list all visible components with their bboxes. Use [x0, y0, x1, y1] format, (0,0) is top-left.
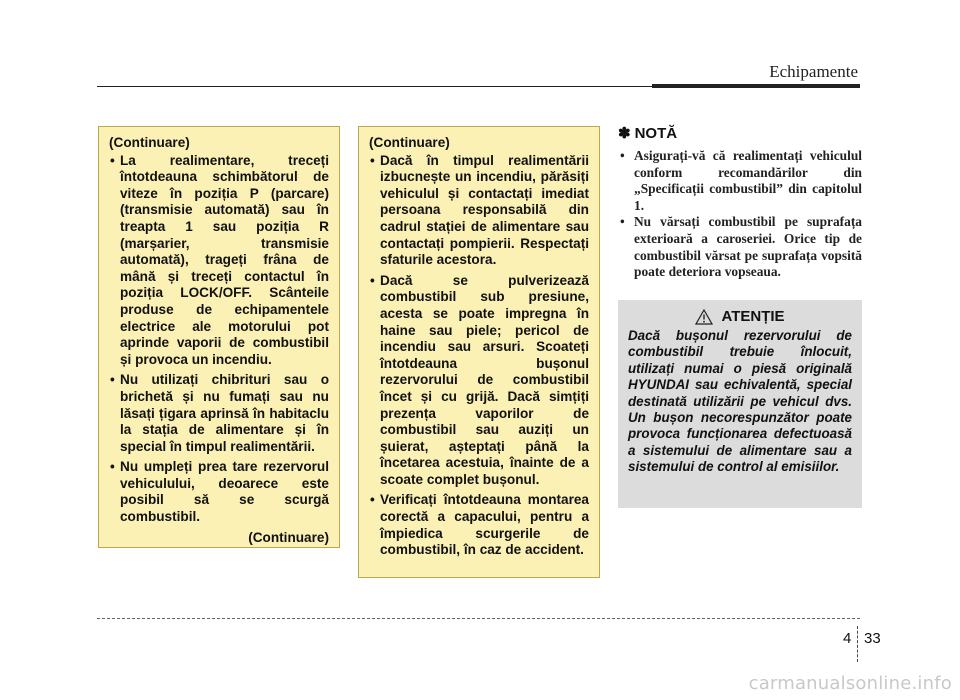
bullet: •: [110, 372, 115, 388]
list-item: • Verificați întotdeauna montarea corectă a capacului, pentru a împiedica scurgerile de combustibil, în caz de accident.: [370, 492, 589, 558]
note-heading: [618, 124, 862, 142]
star-icon: ✽: [618, 125, 631, 142]
warning-heading: [628, 308, 852, 325]
warning-title: ATENȚIE: [721, 308, 785, 325]
header-bar: [652, 84, 860, 88]
page-separator: [857, 626, 858, 662]
panel-continued-label: (Continuare): [369, 135, 450, 150]
warning-triangle-icon: [695, 309, 713, 325]
footer-rule: [97, 618, 860, 619]
continued-panel-left: [98, 126, 340, 548]
bullet: •: [370, 152, 375, 168]
note-item: • Asigurați-vă că realimentați vehiculul conform recomandărilor din „Specificații combustibil” din capitolul 1.: [620, 148, 862, 213]
list-item: • Nu umpleți prea tare rezervorul vehiculului, deoarece este posibil să se scurgă combustibil.: [110, 459, 329, 525]
bullet: •: [110, 459, 115, 475]
bullet: •: [620, 214, 625, 230]
note-section: [618, 124, 862, 281]
warning-body: Dacă bușonul rezervorului de combustibil trebuie înlocuit, utilizați numai o piesă originală HYUNDAI sau echivalentă, special destinată utilizării pe vehicul dvs. Un bușon necorespunzător poate provoca funcționarea defectuoasă a sistemului de alimentare sau a sistemului de control al emisiilor.: [628, 328, 852, 475]
note-item: • Nu vărsați combustibil pe suprafața exterioară a caroseriei. Orice tip de combustibil vărsat pe suprafața vopsită poate deteriora vopseaua.: [620, 214, 862, 280]
list-item: • La realimentare, treceți întotdeauna schimbătorul de viteze în poziția P (parcare) (transmisie automată) sau în treapta 1 sau poziția R (marșarier, transmisie automată), trageți frâna de mână și treceți contactul în poziția LOCK/OFF. Scânteile produse de echipamentele electrice ale motorului pot aprinde vaporii de combustibil și provoca un incendiu.: [110, 152, 329, 367]
bullet: •: [370, 492, 375, 508]
list-item: • Dacă se pulverizează combustibil sub presiune, acesta se poate impregna în haine sau piele; pericol de incendiu sau arsuri. Scoateți întotdeauna bușonul rezervorului de combustibil încet și cu grijă. Dacă simțiți prezența vaporilor de combustibil sau auziți un șuierat, așteptați până la încetarea acestuia, înainte de a scoate complet bușonul.: [370, 272, 589, 487]
bullet: •: [370, 272, 375, 288]
list-item: • Nu utilizați chibrituri sau o brichetă și nu fumați sau nu lăsați țigara aprinsă în habitaclu la stația de alimentare și în special în timpul realimentării.: [110, 372, 329, 454]
bullet: •: [110, 152, 115, 168]
page-number: 33: [864, 630, 881, 647]
panel-continued-label: (Continuare): [109, 135, 190, 150]
chapter-number: 4: [843, 630, 852, 647]
section-title: Echipamente: [769, 62, 858, 81]
warning-box: [618, 300, 862, 508]
watermark: carmanualsonline.info: [748, 673, 952, 694]
continued-panel-right: [358, 126, 600, 578]
bullet: •: [620, 148, 625, 163]
list-item: • Dacă în timpul realimentării izbucnește un incendiu, părăsiți vehiculul și contactați imediat persoana responsabilă din cadrul stației de alimentare sau contactați pompierii. Respectați sfaturile acestora.: [370, 152, 589, 268]
panel-continues-label: (Continuare): [248, 529, 329, 545]
note-title: NOTĂ: [634, 124, 678, 142]
